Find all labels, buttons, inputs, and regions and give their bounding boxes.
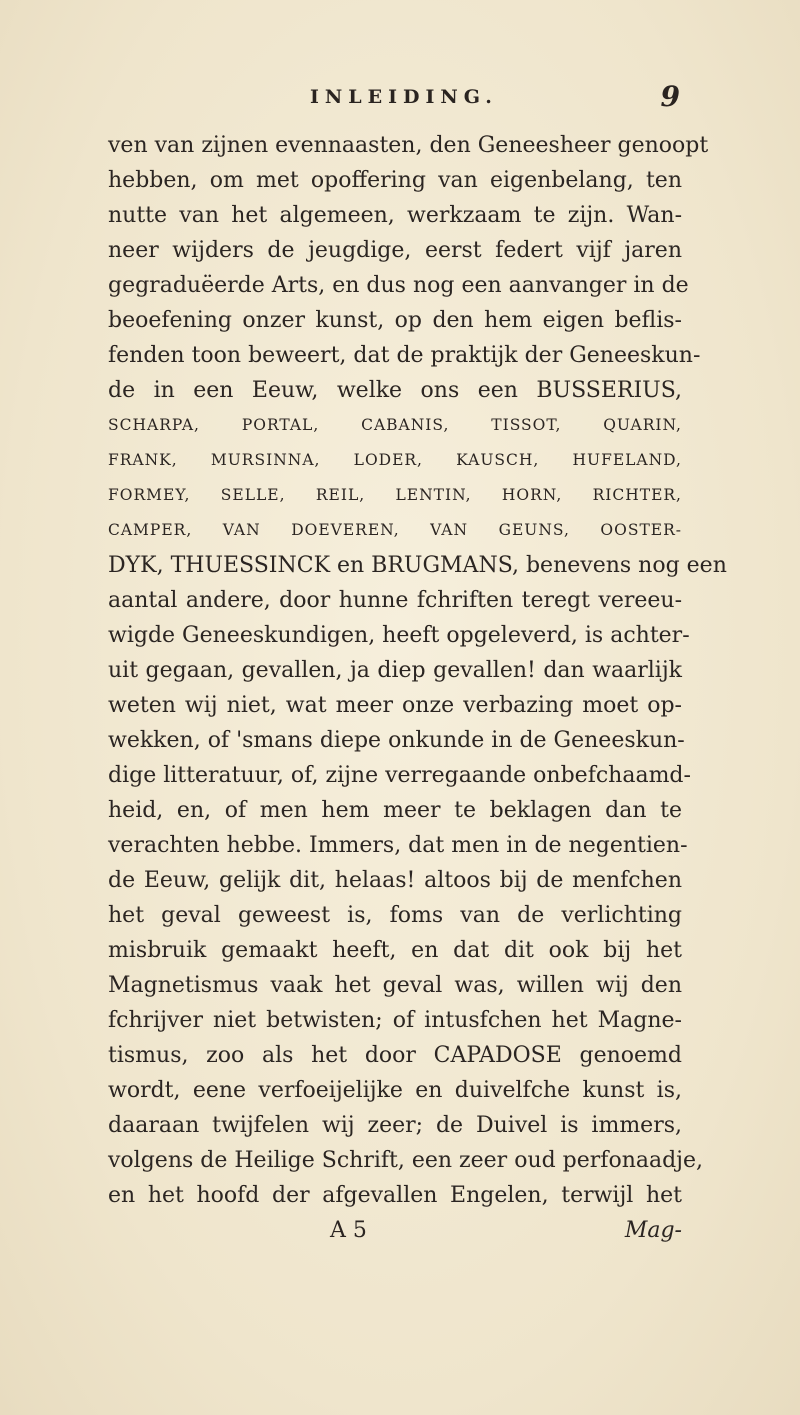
page-number: 9 [660, 80, 680, 113]
text-line: volgens de Heilige Schrift, een zeer oud perfonaadje, [108, 1148, 704, 1173]
text-line: gegraduëerde Arts, en dus nog een aanvanger in de [108, 273, 689, 298]
text-line: de in een Eeuw, welke ons een BUSSERIUS, [108, 378, 682, 403]
text-line: weten wij niet, wat meer onze verbazing moet op- [108, 693, 682, 718]
text-line: wigde Geneeskundigen, heeft opgeleverd, is achter- [108, 623, 690, 648]
text-line: fenden toon beweert, dat de praktijk der Geneeskun- [108, 343, 701, 368]
text-line: en het hoofd der afgevallen Engelen, terwijl het [108, 1183, 682, 1208]
page-footer [108, 1213, 682, 1248]
running-title: INLEIDING. [310, 86, 498, 108]
catchword: Mag- [624, 1218, 682, 1243]
text-line: SCHARPA, PORTAL, CABANIS, TISSOT, QUARIN, [108, 416, 682, 434]
text-line: misbruik gemaakt heeft, en dat dit ook bij het [108, 938, 682, 963]
text-line: heid, en, of men hem meer te beklagen dan te [108, 798, 682, 823]
text-line: nutte van het algemeen, werkzaam te zijn. Wan- [108, 203, 682, 228]
text-line: daaraan twijfelen wij zeer; de Duivel is immers, [108, 1113, 682, 1138]
text-line: FORMEY, SELLE, REIL, LENTIN, HORN, RICHTER, [108, 486, 682, 504]
text-line: dige litteratuur, of, zijne verregaande onbefchaamd- [108, 763, 691, 788]
text-line: tismus, zoo als het door CAPADOSE genoemd [108, 1043, 682, 1068]
text-line: aantal andere, door hunne fchriften teregt vereeu- [108, 588, 682, 613]
text-line: ven van zijnen evennaasten, den Geneesheer genoopt [108, 133, 709, 158]
text-line: neer wijders de jeugdige, eerst federt vijf jaren [108, 238, 682, 263]
text-line: hebben, om met opoffering van eigenbelang, ten [108, 168, 682, 193]
text-line: Magnetismus vaak het geval was, willen wij den [108, 973, 682, 998]
text-line: fchrijver niet betwisten; of intusfchen het Magne- [108, 1008, 682, 1033]
page-header [110, 82, 680, 118]
text-line: beoefening onzer kunst, op den hem eigen beflis- [108, 308, 682, 333]
text-line: DYK, THUESSINCK en BRUGMANS, benevens nog een [108, 553, 727, 578]
text-line: wordt, eene verfoeijelijke en duivelfche kunst is, [108, 1078, 682, 1103]
signature-mark: A 5 [330, 1218, 367, 1243]
text-line: FRANK, MURSINNA, LODER, KAUSCH, HUFELAND, [108, 451, 682, 469]
body-text [108, 128, 727, 1248]
text-line: uit gegaan, gevallen, ja diep gevallen! dan waarlijk [108, 658, 682, 683]
text-line: de Eeuw, gelijk dit, helaas! altoos bij de menfchen [108, 868, 682, 893]
text-line: verachten hebbe. Immers, dat men in de negentien- [108, 833, 688, 858]
text-line: het geval geweest is, foms van de verlichting [108, 903, 682, 928]
text-line: wekken, of 'smans diepe onkunde in de Geneeskun- [108, 728, 685, 753]
text-line: CAMPER, VAN DOEVEREN, VAN GEUNS, OOSTER- [108, 521, 682, 539]
